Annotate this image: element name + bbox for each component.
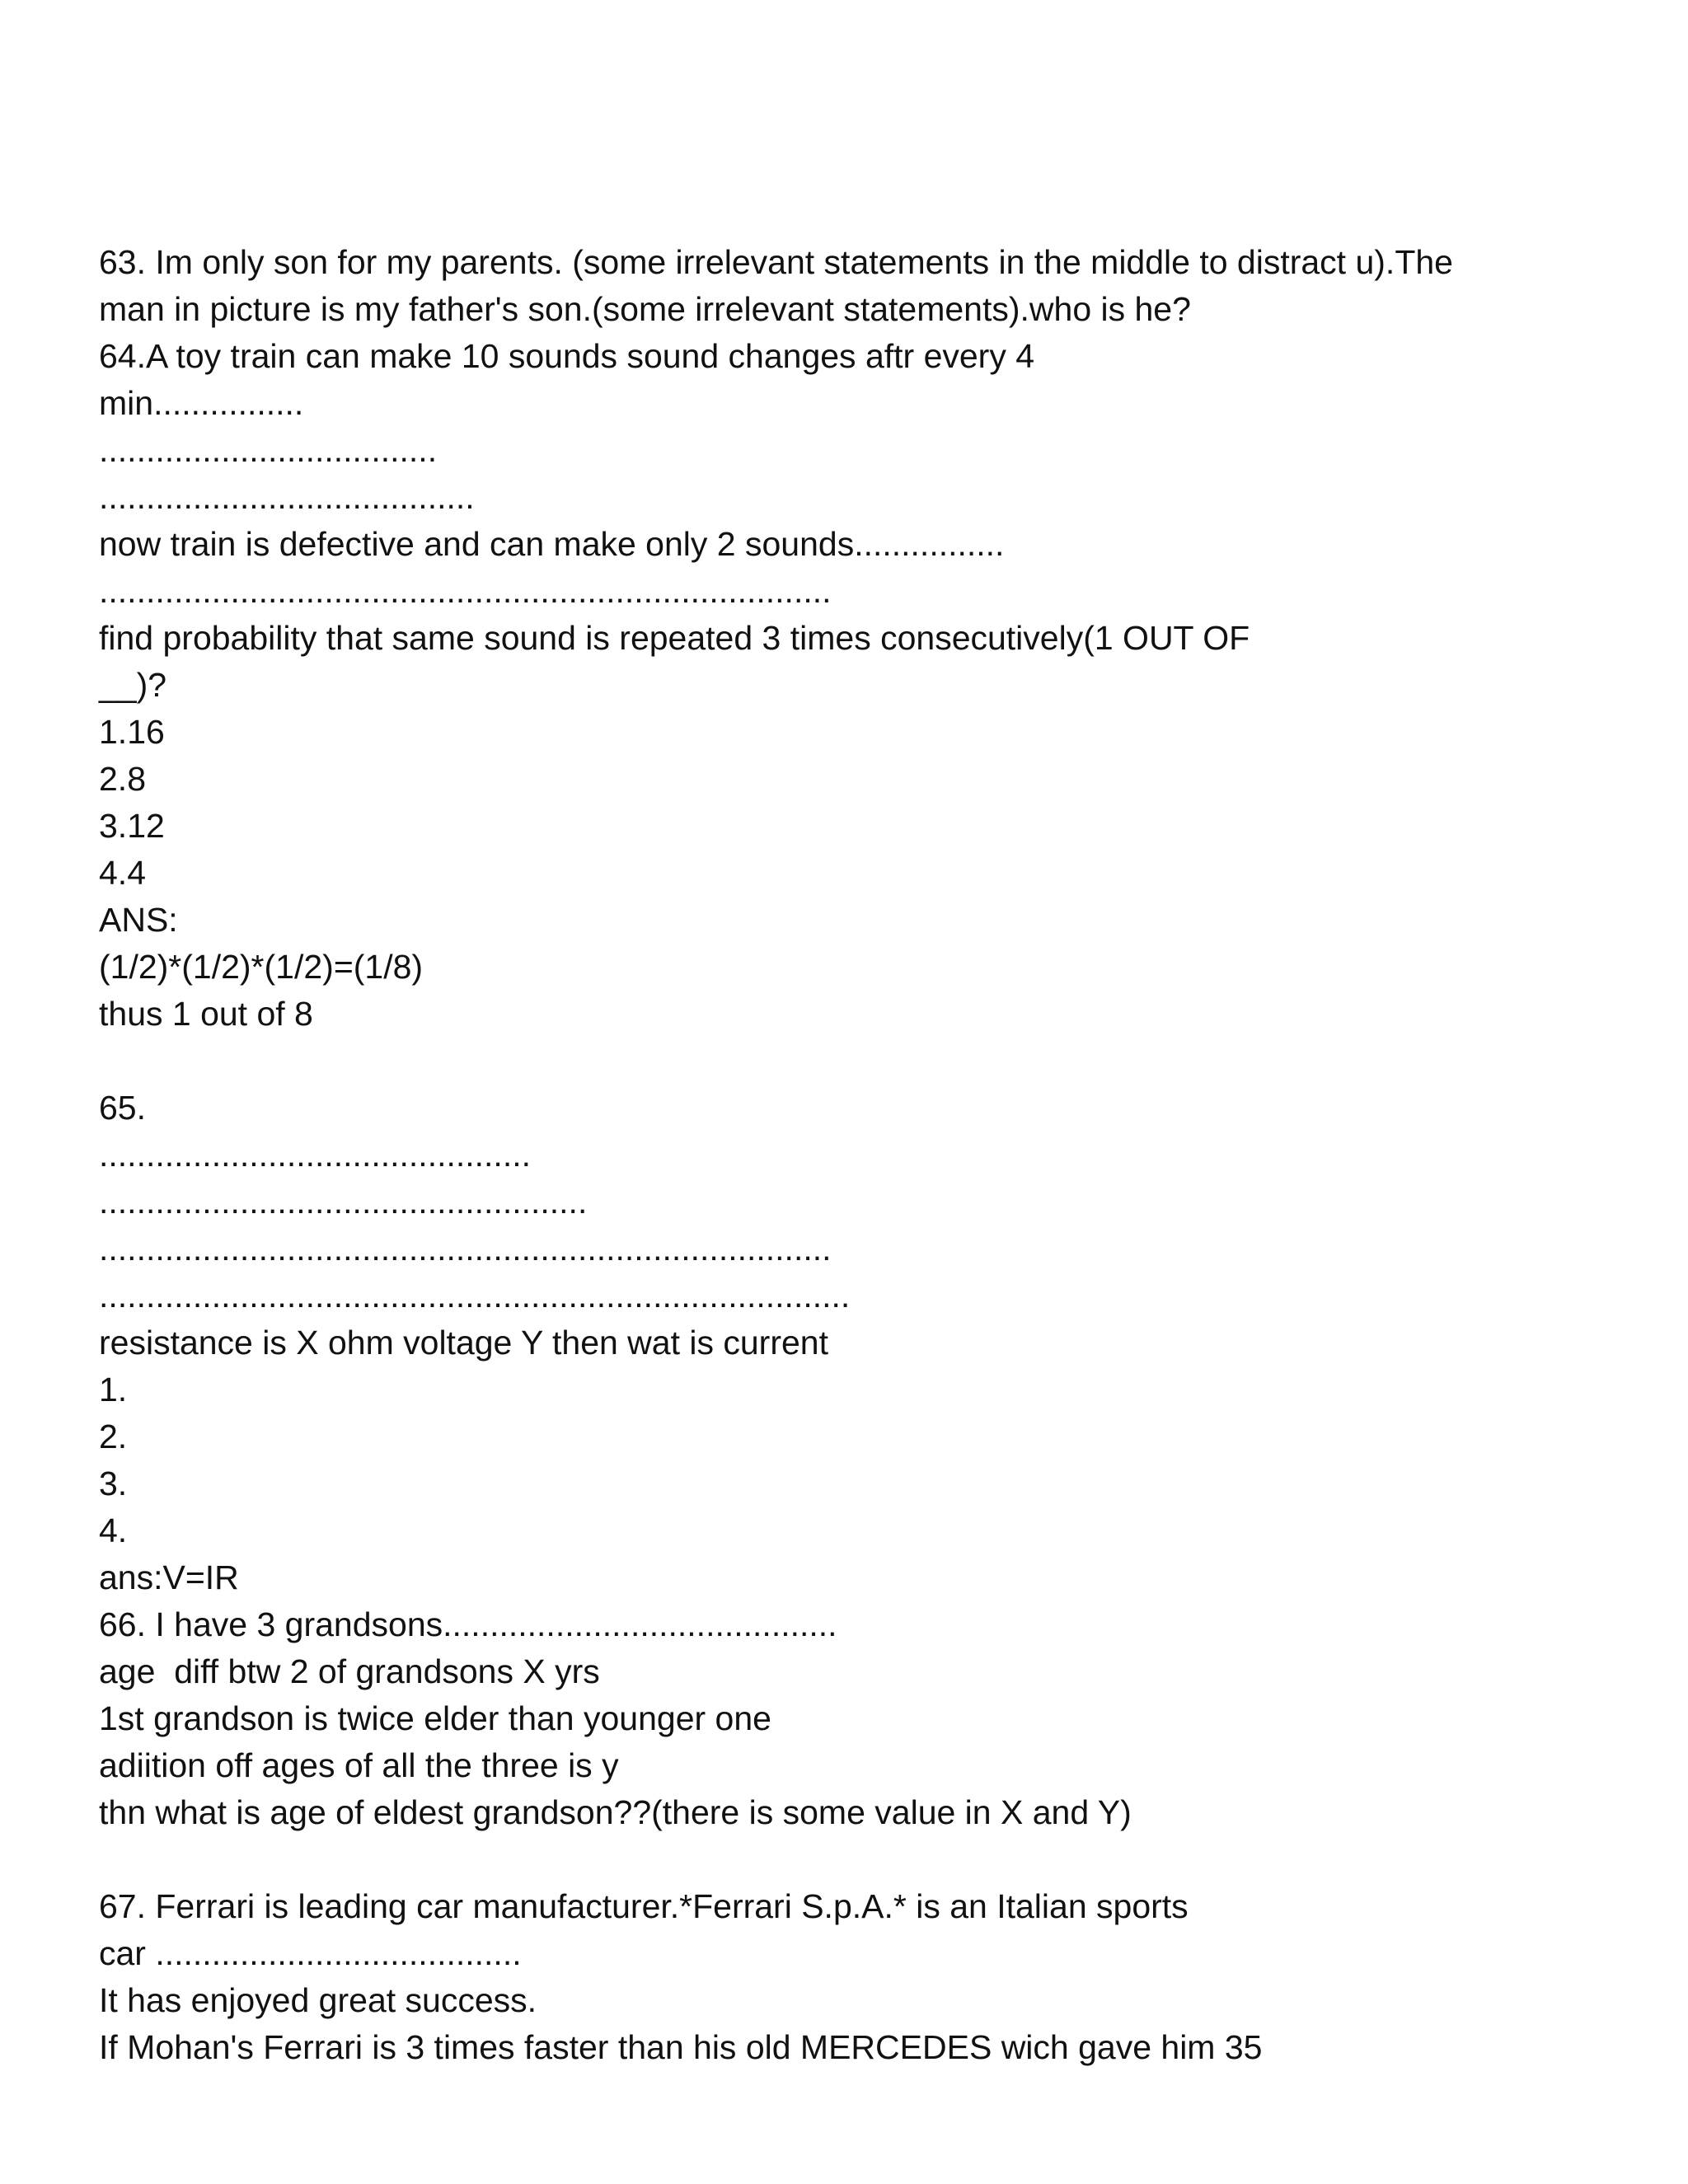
option-line: 2. <box>99 1418 128 1455</box>
text-line: man in picture is my father's son.(some irrelevant statements).who is he? <box>99 290 1191 328</box>
ellipsis-line: ........................................ <box>99 478 475 516</box>
document-body <box>99 239 1615 2071</box>
text-line: car ....................................... <box>99 1934 522 1972</box>
answer-line: (1/2)*(1/2)*(1/2)=(1/8) <box>99 948 424 986</box>
option-line: 2.8 <box>99 760 146 798</box>
text-line: find probability that same sound is repeated 3 times consecutively(1 OUT OF <box>99 619 1250 657</box>
text-line: __)? <box>99 666 167 704</box>
option-line: 3.12 <box>99 807 165 845</box>
ellipsis-line: ................................................................................ <box>99 1277 851 1315</box>
text-line: min................ <box>99 384 304 422</box>
ellipsis-line: .............................................................................. <box>99 1230 832 1268</box>
text-line: adiition off ages of all the three is y <box>99 1746 619 1784</box>
ellipsis-line: .................................... <box>99 431 438 469</box>
text-line: If Mohan's Ferrari is 3 times faster than his old MERCEDES wich gave him 35 <box>99 2028 1263 2066</box>
text-line: 1st grandson is twice elder than younger one <box>99 1699 771 1737</box>
option-line: 3. <box>99 1465 128 1502</box>
text-line: now train is defective and can make only 2 sounds................ <box>99 525 1005 563</box>
option-line: 1.16 <box>99 713 165 751</box>
text-line-64-question: 64.A toy train can make 10 sounds sound changes aftr every 4 <box>99 337 1035 375</box>
text-line: resistance is X ohm voltage Y then wat is current <box>99 1324 828 1361</box>
text-line-67-question: 67. Ferrari is leading car manufacturer.*Ferrari S.p.A.* is an Italian sports <box>99 1887 1189 1925</box>
ellipsis-line: .............................................. <box>99 1136 531 1174</box>
text-line: It has enjoyed great success. <box>99 1981 537 2019</box>
text-line-63-question: 63. Im only son for my parents. (some irrelevant statements in the middle to distract u).The <box>99 243 1453 281</box>
text-line: age diff btw 2 of grandsons X yrs <box>99 1652 600 1690</box>
text-line: thn what is age of eldest grandson??(there is some value in X and Y) <box>99 1793 1132 1831</box>
answer-line: ans:V=IR <box>99 1558 239 1596</box>
text-line-66-question: 66. I have 3 grandsons.......................................... <box>99 1605 837 1643</box>
text-line-65-question: 65. <box>99 1089 146 1127</box>
blank-line <box>99 1836 1615 1883</box>
answer-label: ANS: <box>99 901 178 939</box>
ellipsis-line: .................................................... <box>99 1183 588 1221</box>
option-line: 4.4 <box>99 854 146 892</box>
ellipsis-line: .............................................................................. <box>99 572 832 610</box>
answer-line: thus 1 out of 8 <box>99 995 313 1033</box>
option-line: 1. <box>99 1371 128 1408</box>
blank-line <box>99 1038 1615 1085</box>
option-line: 4. <box>99 1511 128 1549</box>
